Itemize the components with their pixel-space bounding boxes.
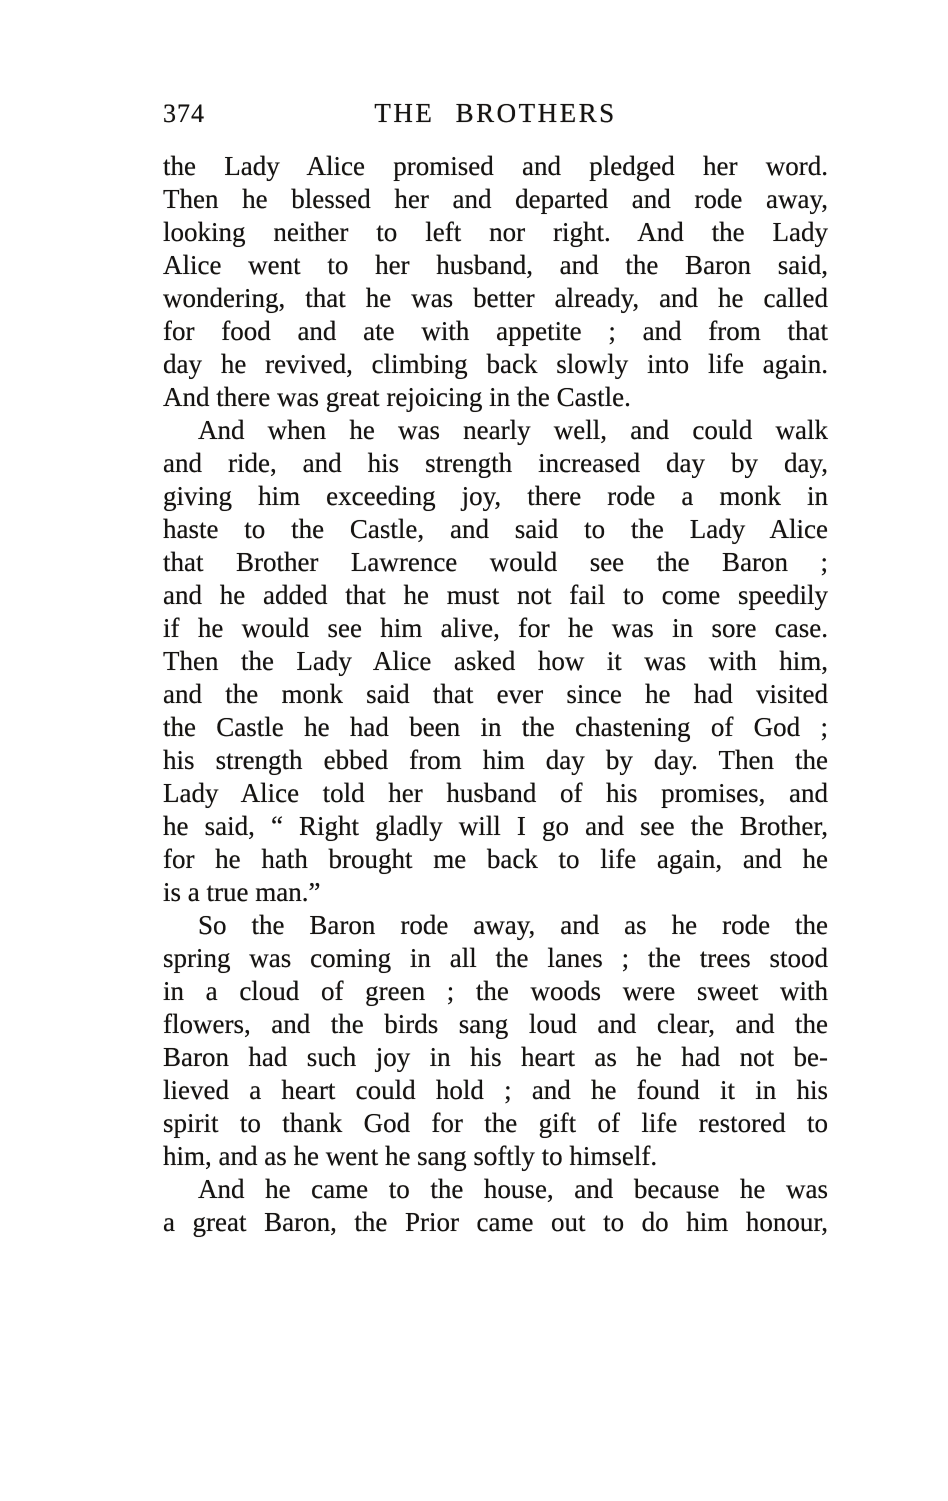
text-line: the Castle he had been in the chastening of God ;: [163, 712, 828, 742]
text-line: flowers, and the birds sang loud and clear, and the: [163, 1009, 828, 1039]
page-number: 374: [163, 99, 205, 128]
text-line: Alice went to her husband, and the Baron said,: [163, 250, 828, 280]
text-line: day he revived, climbing back slowly into life again.: [163, 349, 828, 379]
text-line: for food and ate with appetite ; and from that: [163, 316, 828, 346]
text-line: wondering, that he was better already, and he called: [163, 283, 828, 313]
paragraph: [163, 909, 828, 1173]
text-line: So the Baron rode away, and as he rode the: [198, 910, 828, 940]
page-text: [163, 150, 828, 1239]
text-line: giving him exceeding joy, there rode a monk in: [163, 481, 828, 511]
text-line: Then the Lady Alice asked how it was with him,: [163, 646, 828, 676]
text-line: Then he blessed her and departed and rode away,: [163, 184, 828, 214]
text-line: and ride, and his strength increased day by day,: [163, 448, 828, 478]
page-header: [163, 97, 828, 130]
text-line: for he hath brought me back to life again, and he: [163, 844, 828, 874]
text-line: the Lady Alice promised and pledged her word.: [163, 151, 828, 181]
text-line: haste to the Castle, and said to the Lady Alice: [163, 514, 828, 544]
text-line: Baron had such joy in his heart as he had not be-: [163, 1042, 828, 1072]
running-title: THE BROTHERS: [374, 98, 617, 128]
text-line: him, and as he went he sang softly to himself.: [163, 1141, 658, 1171]
paragraph: [163, 150, 828, 414]
text-line: and he added that he must not fail to come speedily: [163, 580, 828, 610]
text-line: a great Baron, the Prior came out to do him honour,: [163, 1207, 828, 1237]
text-line: spirit to thank God for the gift of life restored to: [163, 1108, 828, 1138]
text-line: lieved a heart could hold ; and he found it in his: [163, 1075, 828, 1105]
text-line: looking neither to left nor right. And the Lady: [163, 217, 828, 247]
text-line: he said, “ Right gladly will I go and see the Brother,: [163, 811, 828, 841]
text-line: spring was coming in all the lanes ; the trees stood: [163, 943, 828, 973]
text-line: his strength ebbed from him day by day. Then the: [163, 745, 828, 775]
text-line: that Brother Lawrence would see the Baron ;: [163, 547, 828, 577]
text-line: is a true man.”: [163, 877, 321, 907]
paragraph: [163, 414, 828, 909]
text-line: Lady Alice told her husband of his promises, and: [163, 778, 828, 808]
text-line: And there was great rejoicing in the Castle.: [163, 382, 631, 412]
text-line: And he came to the house, and because he was: [198, 1174, 828, 1204]
text-line: and the monk said that ever since he had visited: [163, 679, 828, 709]
text-line: in a cloud of green ; the woods were sweet with: [163, 976, 828, 1006]
text-line: if he would see him alive, for he was in sore case.: [163, 613, 828, 643]
text-line: And when he was nearly well, and could walk: [198, 415, 828, 445]
paragraph: [163, 1173, 828, 1239]
